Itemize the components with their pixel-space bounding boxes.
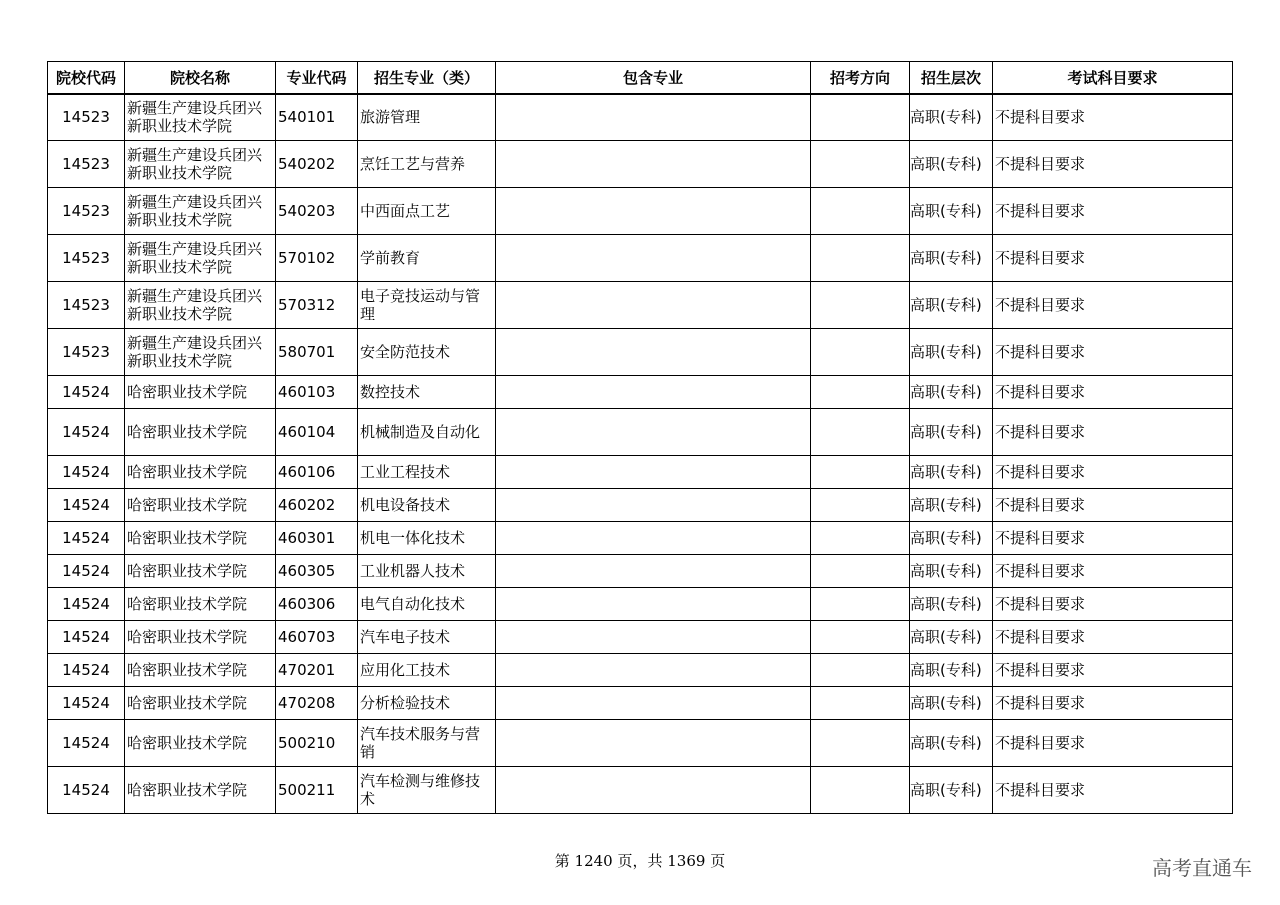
direction-cell	[811, 687, 910, 720]
direction-cell	[811, 767, 910, 814]
included-majors-cell	[496, 141, 811, 188]
direction-cell	[811, 94, 910, 141]
major-code-cell: 460104	[276, 409, 358, 456]
direction-cell	[811, 654, 910, 687]
included-majors-cell	[496, 588, 811, 621]
school-name-cell: 新疆生产建设兵团兴新职业技术学院	[125, 141, 276, 188]
table-row	[48, 188, 1233, 235]
table-row	[48, 141, 1233, 188]
major-name-cell: 汽车检测与维修技术	[358, 767, 496, 814]
level-cell: 高职(专科)	[910, 409, 993, 456]
school-code-cell: 14523	[48, 94, 125, 141]
school-name-cell: 哈密职业技术学院	[125, 588, 276, 621]
table-row	[48, 621, 1233, 654]
included-majors-cell	[496, 94, 811, 141]
school-code-cell: 14524	[48, 720, 125, 767]
included-majors-cell	[496, 456, 811, 489]
header-major: 招生专业（类）	[358, 62, 496, 94]
included-majors-cell	[496, 522, 811, 555]
subject-requirement-cell: 不提科目要求	[993, 720, 1233, 767]
school-code-cell: 14523	[48, 235, 125, 282]
level-cell: 高职(专科)	[910, 235, 993, 282]
included-majors-cell	[496, 621, 811, 654]
header-included-majors: 包含专业	[496, 62, 811, 94]
school-code-cell: 14524	[48, 654, 125, 687]
major-name-cell: 机械制造及自动化	[358, 409, 496, 456]
table-row	[48, 329, 1233, 376]
school-name-cell: 哈密职业技术学院	[125, 489, 276, 522]
admissions-table	[47, 61, 1233, 814]
school-code-cell: 14524	[48, 522, 125, 555]
included-majors-cell	[496, 687, 811, 720]
major-code-cell: 460103	[276, 376, 358, 409]
school-code-cell: 14523	[48, 141, 125, 188]
table-row	[48, 235, 1233, 282]
major-name-cell: 汽车技术服务与营销	[358, 720, 496, 767]
direction-cell	[811, 329, 910, 376]
table-row	[48, 94, 1233, 141]
school-code-cell: 14523	[48, 282, 125, 329]
major-code-cell: 460306	[276, 588, 358, 621]
school-name-cell: 哈密职业技术学院	[125, 456, 276, 489]
major-code-cell: 500211	[276, 767, 358, 814]
included-majors-cell	[496, 376, 811, 409]
major-code-cell: 460305	[276, 555, 358, 588]
level-cell: 高职(专科)	[910, 621, 993, 654]
major-code-cell: 460202	[276, 489, 358, 522]
school-name-cell: 哈密职业技术学院	[125, 522, 276, 555]
included-majors-cell	[496, 329, 811, 376]
level-cell: 高职(专科)	[910, 329, 993, 376]
level-cell: 高职(专科)	[910, 687, 993, 720]
direction-cell	[811, 282, 910, 329]
major-name-cell: 旅游管理	[358, 94, 496, 141]
table-row	[48, 522, 1233, 555]
school-name-cell: 新疆生产建设兵团兴新职业技术学院	[125, 94, 276, 141]
major-name-cell: 学前教育	[358, 235, 496, 282]
included-majors-cell	[496, 720, 811, 767]
school-name-cell: 哈密职业技术学院	[125, 720, 276, 767]
direction-cell	[811, 188, 910, 235]
school-code-cell: 14524	[48, 621, 125, 654]
level-cell: 高职(专科)	[910, 522, 993, 555]
level-cell: 高职(专科)	[910, 555, 993, 588]
direction-cell	[811, 409, 910, 456]
subject-requirement-cell: 不提科目要求	[993, 141, 1233, 188]
table-row	[48, 456, 1233, 489]
level-cell: 高职(专科)	[910, 376, 993, 409]
level-cell: 高职(专科)	[910, 489, 993, 522]
subject-requirement-cell: 不提科目要求	[993, 654, 1233, 687]
level-cell: 高职(专科)	[910, 94, 993, 141]
direction-cell	[811, 522, 910, 555]
header-school-name: 院校名称	[125, 62, 276, 94]
school-name-cell: 哈密职业技术学院	[125, 687, 276, 720]
table-row	[48, 376, 1233, 409]
included-majors-cell	[496, 188, 811, 235]
major-name-cell: 机电设备技术	[358, 489, 496, 522]
major-code-cell: 460106	[276, 456, 358, 489]
major-name-cell: 电子竞技运动与管理	[358, 282, 496, 329]
school-name-cell: 新疆生产建设兵团兴新职业技术学院	[125, 329, 276, 376]
major-code-cell: 540203	[276, 188, 358, 235]
major-name-cell: 汽车电子技术	[358, 621, 496, 654]
subject-requirement-cell: 不提科目要求	[993, 282, 1233, 329]
level-cell: 高职(专科)	[910, 141, 993, 188]
major-name-cell: 烹饪工艺与营养	[358, 141, 496, 188]
major-name-cell: 工业工程技术	[358, 456, 496, 489]
major-name-cell: 应用化工技术	[358, 654, 496, 687]
school-name-cell: 新疆生产建设兵团兴新职业技术学院	[125, 235, 276, 282]
direction-cell	[811, 588, 910, 621]
included-majors-cell	[496, 235, 811, 282]
subject-requirement-cell: 不提科目要求	[993, 409, 1233, 456]
major-code-cell: 540101	[276, 94, 358, 141]
major-name-cell: 数控技术	[358, 376, 496, 409]
subject-requirement-cell: 不提科目要求	[993, 329, 1233, 376]
major-name-cell: 安全防范技术	[358, 329, 496, 376]
school-code-cell: 14524	[48, 555, 125, 588]
header-direction: 招考方向	[811, 62, 910, 94]
table-row	[48, 654, 1233, 687]
page-number: 第 1240 页，共 1369 页	[554, 852, 726, 870]
school-code-cell: 14523	[48, 188, 125, 235]
school-code-cell: 14524	[48, 456, 125, 489]
subject-requirement-cell: 不提科目要求	[993, 767, 1233, 814]
header-level: 招生层次	[910, 62, 993, 94]
table-row	[48, 555, 1233, 588]
table-body	[48, 94, 1233, 814]
major-code-cell: 540202	[276, 141, 358, 188]
level-cell: 高职(专科)	[910, 588, 993, 621]
school-code-cell: 14524	[48, 588, 125, 621]
table-row	[48, 720, 1233, 767]
subject-requirement-cell: 不提科目要求	[993, 188, 1233, 235]
direction-cell	[811, 621, 910, 654]
school-name-cell: 哈密职业技术学院	[125, 409, 276, 456]
header-major-code: 专业代码	[276, 62, 358, 94]
subject-requirement-cell: 不提科目要求	[993, 687, 1233, 720]
school-name-cell: 哈密职业技术学院	[125, 767, 276, 814]
school-name-cell: 新疆生产建设兵团兴新职业技术学院	[125, 188, 276, 235]
major-code-cell: 570102	[276, 235, 358, 282]
table-row	[48, 767, 1233, 814]
subject-requirement-cell: 不提科目要求	[993, 456, 1233, 489]
school-code-cell: 14524	[48, 409, 125, 456]
direction-cell	[811, 555, 910, 588]
school-name-cell: 新疆生产建设兵团兴新职业技术学院	[125, 282, 276, 329]
level-cell: 高职(专科)	[910, 282, 993, 329]
school-code-cell: 14524	[48, 489, 125, 522]
level-cell: 高职(专科)	[910, 767, 993, 814]
major-name-cell: 机电一体化技术	[358, 522, 496, 555]
header-row	[48, 62, 1233, 94]
included-majors-cell	[496, 767, 811, 814]
included-majors-cell	[496, 409, 811, 456]
included-majors-cell	[496, 555, 811, 588]
table-row	[48, 409, 1233, 456]
school-name-cell: 哈密职业技术学院	[125, 654, 276, 687]
watermark: 高考直通车	[1152, 856, 1252, 880]
direction-cell	[811, 235, 910, 282]
major-code-cell: 470208	[276, 687, 358, 720]
direction-cell	[811, 141, 910, 188]
direction-cell	[811, 376, 910, 409]
major-code-cell: 570312	[276, 282, 358, 329]
subject-requirement-cell: 不提科目要求	[993, 621, 1233, 654]
subject-requirement-cell: 不提科目要求	[993, 376, 1233, 409]
school-code-cell: 14523	[48, 329, 125, 376]
major-name-cell: 电气自动化技术	[358, 588, 496, 621]
header-subject-requirement: 考试科目要求	[993, 62, 1233, 94]
major-code-cell: 460703	[276, 621, 358, 654]
table-row	[48, 588, 1233, 621]
major-code-cell: 580701	[276, 329, 358, 376]
included-majors-cell	[496, 654, 811, 687]
level-cell: 高职(专科)	[910, 188, 993, 235]
school-code-cell: 14524	[48, 687, 125, 720]
school-name-cell: 哈密职业技术学院	[125, 555, 276, 588]
major-code-cell: 460301	[276, 522, 358, 555]
direction-cell	[811, 720, 910, 767]
school-code-cell: 14524	[48, 767, 125, 814]
header-school-code: 院校代码	[48, 62, 125, 94]
school-name-cell: 哈密职业技术学院	[125, 621, 276, 654]
level-cell: 高职(专科)	[910, 720, 993, 767]
major-name-cell: 中西面点工艺	[358, 188, 496, 235]
level-cell: 高职(专科)	[910, 456, 993, 489]
major-code-cell: 470201	[276, 654, 358, 687]
school-code-cell: 14524	[48, 376, 125, 409]
table-row	[48, 489, 1233, 522]
major-code-cell: 500210	[276, 720, 358, 767]
table-row	[48, 687, 1233, 720]
major-name-cell: 分析检验技术	[358, 687, 496, 720]
subject-requirement-cell: 不提科目要求	[993, 94, 1233, 141]
subject-requirement-cell: 不提科目要求	[993, 489, 1233, 522]
included-majors-cell	[496, 489, 811, 522]
subject-requirement-cell: 不提科目要求	[993, 555, 1233, 588]
subject-requirement-cell: 不提科目要求	[993, 522, 1233, 555]
table-row	[48, 282, 1233, 329]
subject-requirement-cell: 不提科目要求	[993, 235, 1233, 282]
direction-cell	[811, 489, 910, 522]
level-cell: 高职(专科)	[910, 654, 993, 687]
major-name-cell: 工业机器人技术	[358, 555, 496, 588]
subject-requirement-cell: 不提科目要求	[993, 588, 1233, 621]
school-name-cell: 哈密职业技术学院	[125, 376, 276, 409]
direction-cell	[811, 456, 910, 489]
included-majors-cell	[496, 282, 811, 329]
